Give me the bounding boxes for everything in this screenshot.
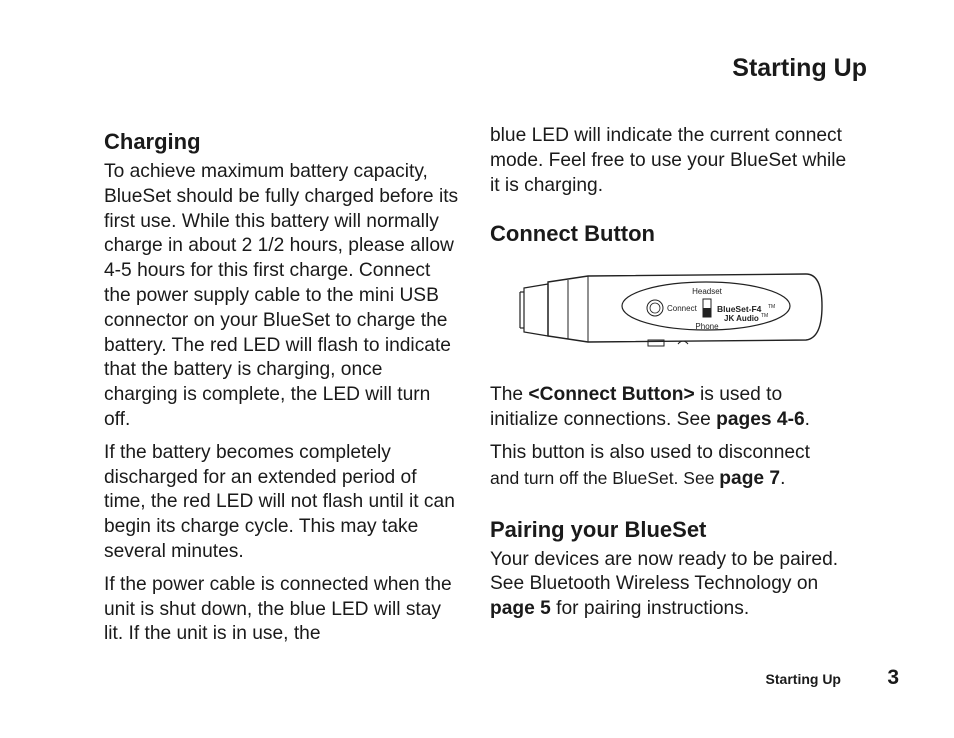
device-label-phone: Phone [695, 322, 719, 332]
charging-heading: Charging [104, 129, 201, 154]
connect-button-paragraph-2 [490, 441, 850, 492]
charging-paragraph-3: If the power cable is connected when the unit is shut down, the blue LED will stay lit. If the unit is in use, the [104, 573, 452, 645]
right-column [490, 124, 850, 630]
page-title: Starting Up [732, 54, 867, 82]
text-segment: This button is also used to disconnect [490, 441, 810, 463]
device-connector [524, 284, 548, 336]
device-label-brand: JK Audio [724, 314, 759, 324]
pairing-paragraph [490, 548, 850, 622]
connect-button-term: <Connect Button> [528, 384, 695, 406]
text-segment: for pairing instructions. [550, 598, 750, 620]
text-segment: . [804, 409, 810, 431]
text-segment: The [490, 384, 529, 406]
charging-paragraph-4: blue LED will indicate the current connect mode. Feel free to use your BlueSet while it is charging. [490, 125, 847, 196]
text-segment: and turn off the BlueSet. See [490, 467, 720, 488]
page-reference-7: page 7 [719, 467, 781, 489]
connect-button-paragraph-1 [490, 383, 850, 433]
text-segment: Your devices are now ready to be paired. See Bluetooth Wireless Technology on [490, 548, 839, 595]
charging-paragraph-2: If the battery becomes completely discharged for an extended period of time, the red LED will not flash until it can begin its charge cycle. This may take several minutes. [104, 441, 455, 562]
footer-section-label: Starting Up [765, 671, 841, 687]
connect-button-heading: Connect Button [490, 221, 655, 247]
text-segment: is used to initialize connections. See [490, 384, 783, 431]
device-label-model-tm: TM [768, 304, 776, 311]
device-label-connect: Connect [667, 304, 697, 314]
page-reference-4-6: pages 4-6 [716, 409, 805, 431]
text-segment: . [780, 467, 786, 489]
page-reference-5: page 5 [490, 598, 551, 620]
blueset-device-illustration [518, 266, 828, 350]
device-label-model: BlueSet-F4 [717, 304, 762, 315]
connect-button-icon [647, 300, 663, 316]
device-label-brand-tm: TM [761, 313, 769, 320]
pairing-heading: Pairing your BlueSet [490, 516, 707, 542]
page-number: 3 [887, 666, 899, 689]
device-label-headset: Headset [692, 287, 722, 297]
left-column [104, 128, 460, 655]
charging-paragraph-1: To achieve maximum battery capacity, BlueSet should be fully charged before its first use. While this battery will normally charge in about 2 1/2 hours, please allow 4-5 hours for this first charge. Connect the power supply cable to the mini USB connector on your BlueSet to charge the battery. The red LED will flash to indicate that the battery is charging, once charging is complete, the LED will turn off. [104, 161, 459, 430]
